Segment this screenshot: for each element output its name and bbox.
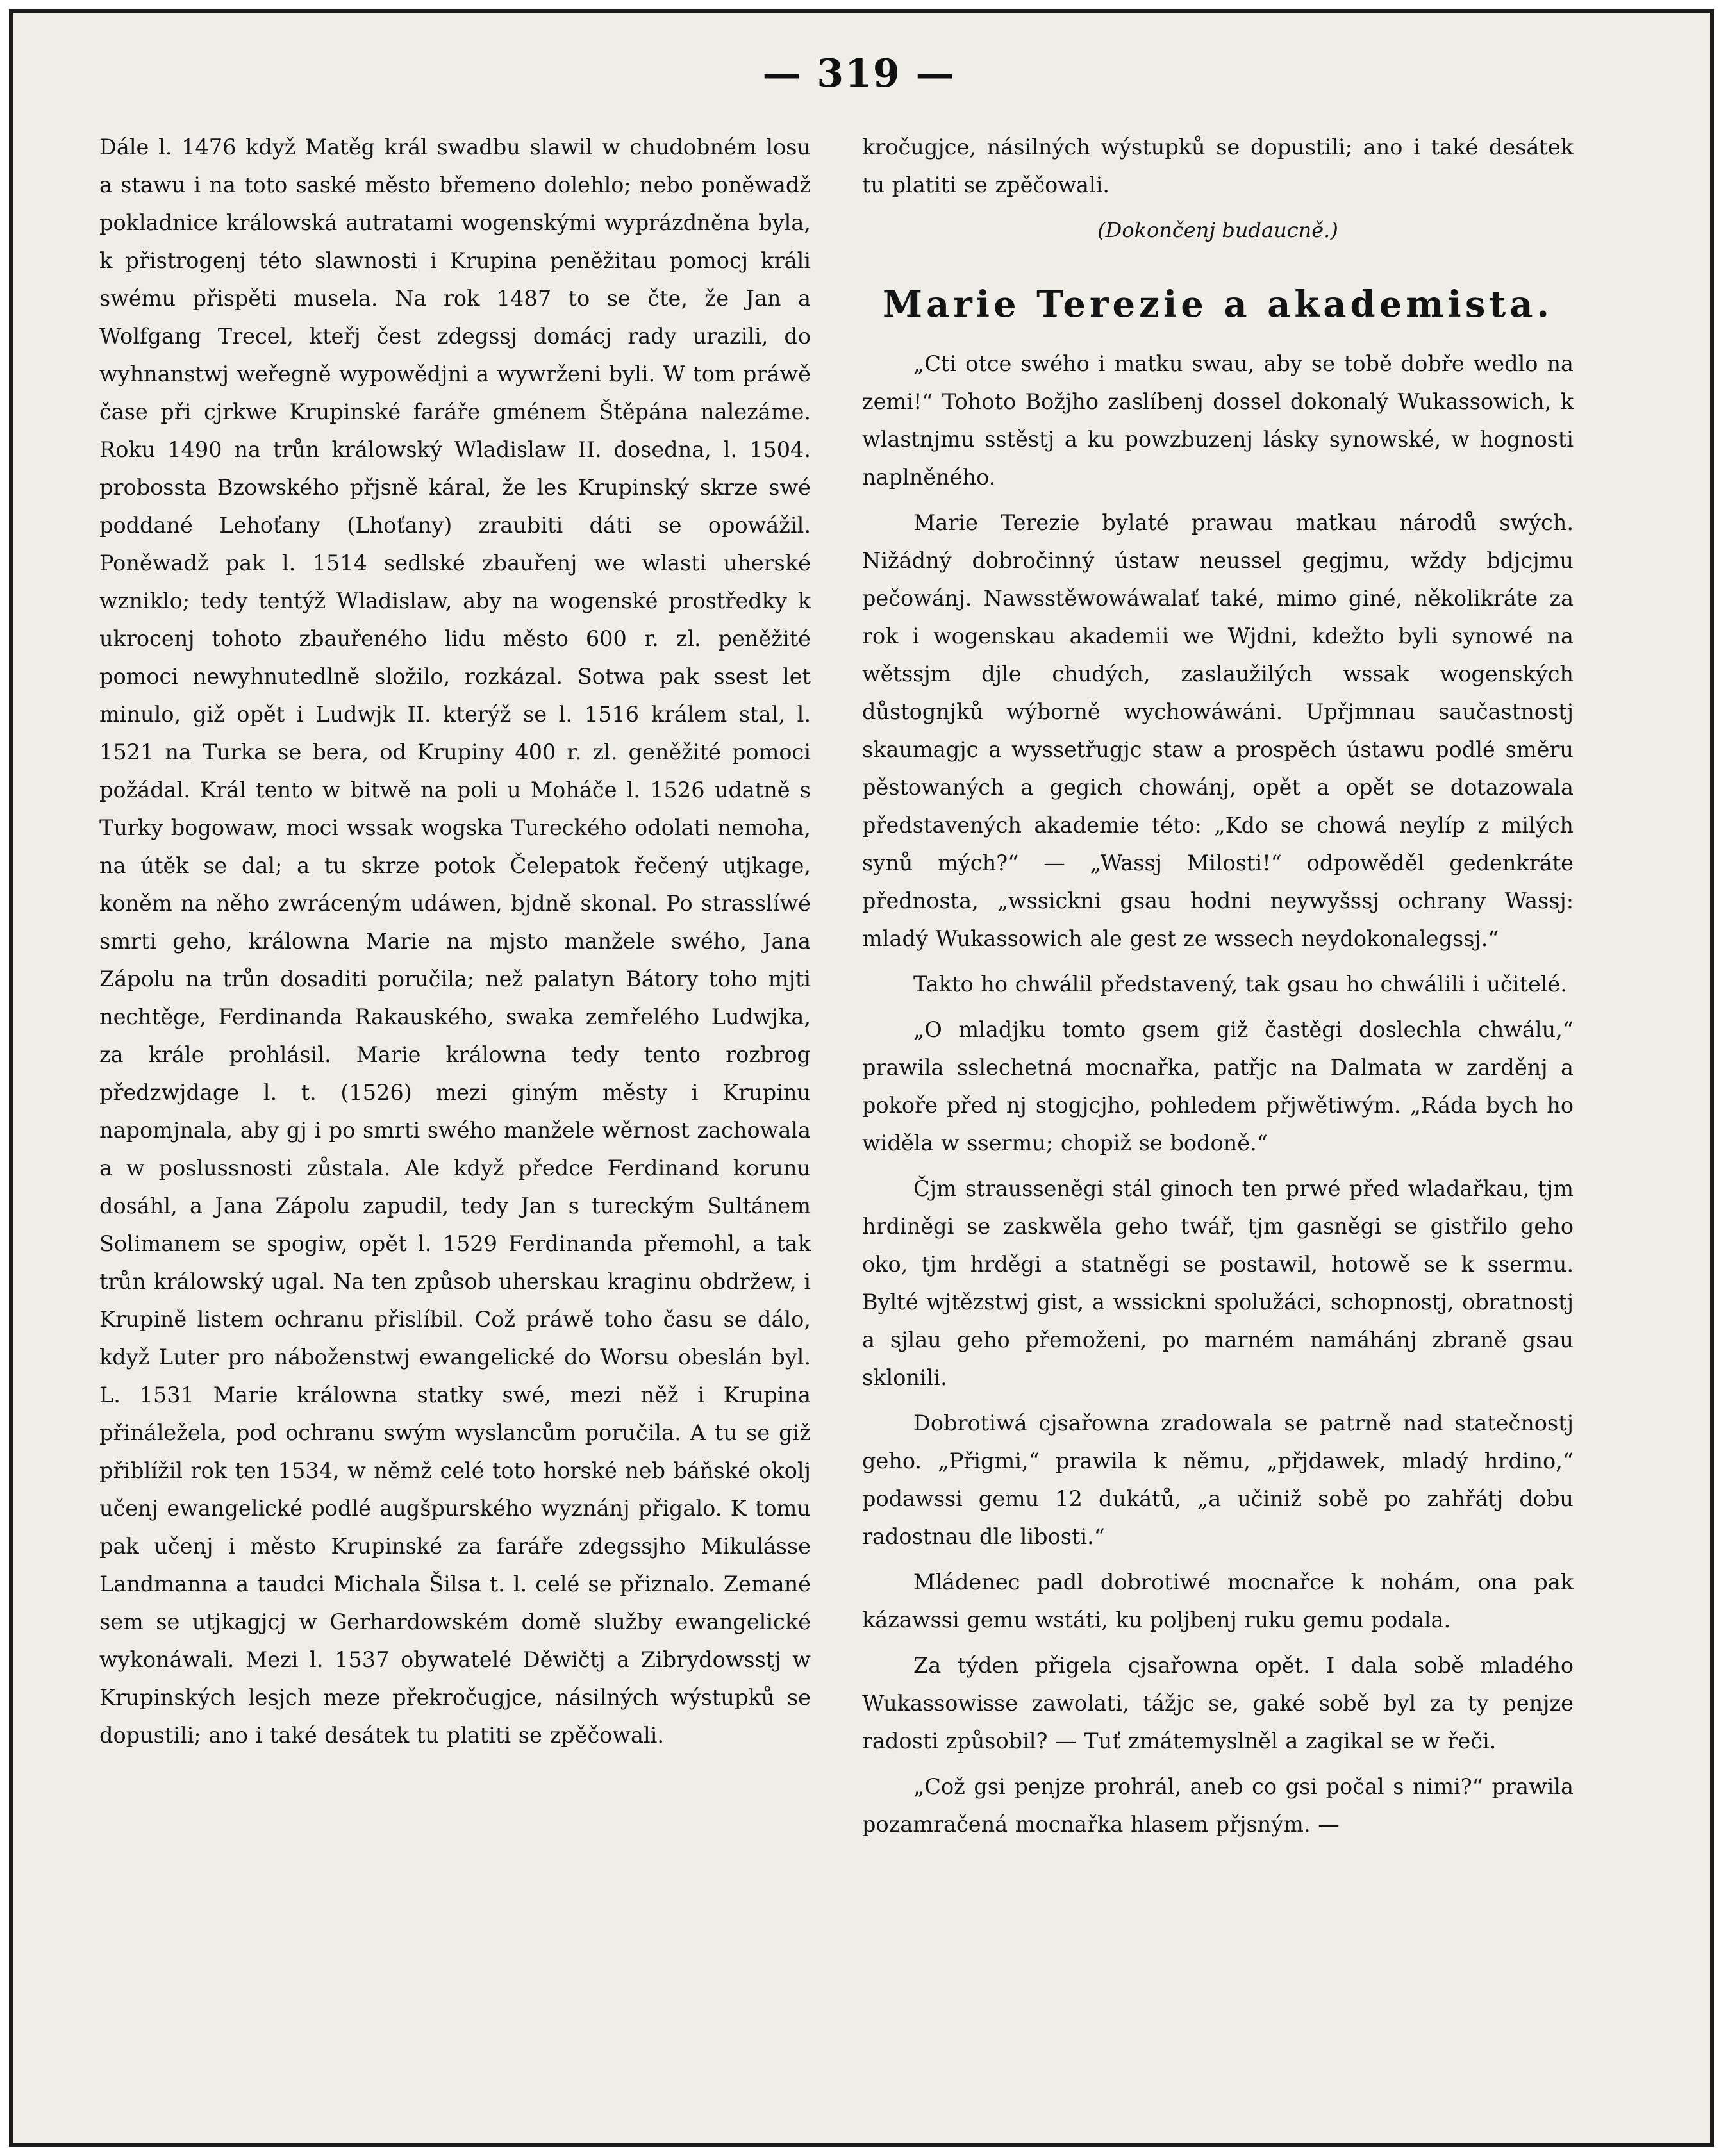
article-paragraph: Takto ho chwálil představený, tak gsau ho chwálili i učitelé. <box>913 972 1567 997</box>
article-paragraph: „Což gsi penjze prohrál, aneb co gsi počal s nimi?“ prawila pozamračená mocnařka hlasem přjsným. — <box>862 1774 1574 1837</box>
left-paragraph: Dále l. 1476 když Matěg král swadbu slawil w chudobném losu a stawu i na toto saské město břemeno dolehlo; nebo poněwadž pokladnice králowská autratami wogenskými wyprázdněna byla, k přistrogenj této slawnosti i Krupina peněžitau pomocj králi swému přispěti musela. Na rok 1487 to se čte, že Jan a Wolfgang Trecel, kteřj čest zdegssj domácj rady urazili, do wyhnanstwj weřegně wypowědjni a wywrženi byli. W tom práwě čase při cjrkwe Krupinské faráře gménem Štěpána nalezáme. Roku 1490 na trůn králowský Wladislaw II. dosedna, l. 1504. probossta Bzowského přjsně káral, že les Krupinský skrze swé poddané Lehoťany (Lhoťany) zraubiti dáti se opowážil. Poněwadž pak l. 1514 sedlské zbauřenj we wlasti uherské wzniklo; tedy tentýž Wladislaw, aby na wogenské prostředky k ukrocenj tohoto zbauřeného lidu město 600 r. zl. peněžité pomoci newyhnutedlně složilo, rozkázal. Sotwa pak ssest let minulo, giž opět i Ludwjk II. kterýž se l. 1516 králem stal, l. 1521 na Turka se bera, od Krupiny 400 r. zl. geněžité pomoci požádal. Král tento w bitwě na poli u Moháče l. 1526 udatně s Turky bogowaw, moci wssak wogska Tureckého odolati nemoha, na útěk se dal; a tu skrze potok Čelepatok řečený utjkage, koněm na něho zwráceným udáwen, bjdně skonal. Po strasslíwé smrti geho, králowna Marie na mjsto manžele swého, Jana Zápolu na trůn dosaditi poručila; než palatyn Bátory toho mjti nechtěge, Ferdinanda Rakauského, swaka zemřelého Ludwjka, za krále prohlásil. Marie králowna tedy tento rozbrog předzwjdage l. t. (1526) mezi giným městy i Krupinu napomjnala, aby gj i po smrti swého manžele wěrnost zachowala a w poslussnosti zůstala. Ale když předce Ferdinand korunu dosáhl, a Jana Zápolu zapudil, tedy Jan s tureckým Sultánem Solimanem se spogiw, opět l. 1529 Ferdinanda přemohl, a tak trůn králowský ugal. Na ten způsob uherskau kraginu obdržew, i Krupině listem ochranu přislíbil. Což práwě toho času se dálo, když Luter pro náboženstwj ewangelické do Worsu obeslán byl. L. 1531 Marie králowna statky swé, mezi něž i Krupina přináležela, pod ochranu swým wyslancům poručila. A tu se giž přiblížil rok ten 1534, w němž celé toto horské neb báňské okolj učenj ewangelické podlé augšpurského wyznánj přigalo. K tomu pak učenj i město Krupinské za faráře zdegssjho Mikulásse Landmanna a taudci Michala Šilsa t. l. celé se přiznalo. Zemané sem se utjkagjcj w Gerhardowském domě služby ewangelické wykonáwali. Mezi l. 1537 obywatelé Děwičtj a Zibrydowsstj w Krupinských lesjch meze překročugjce, násilných wýstupků se dopustili; ano i také desátek tu platiti se zpěčowali. <box>99 135 811 1748</box>
article-paragraph: Marie Terezie bylaté prawau matkau národů swých. Nižádný dobročinný ústaw neussel gegjmu, wždy bdjcjmu pečowánj. Nawsstěwowáwalať také, mimo giné, několikráte za rok i wogenskau akademii we Wjdni, kdežto byli synowé na wětssjm djle chudých, zaslaužilých wssak wogenských důstognjků wýborně wychowáwáni. Upřjmnau saučastnostj skaumagjc a wyssetřugjc staw a prospěch ústawu podlé směru pěstowaných a gegich chowánj, opět a opět se dotazowala představených akademie této: „Kdo se chowá neylíp z milých synů mých?“ — „Wassj Milosti!“ odpowěděl gedenkráte přednosta, „wssickni gsau hodni neywyšssj ochrany Wassj: mladý Wukassowich ale gest ze wssech neydokonalegssj.“ <box>862 510 1574 951</box>
right-column <box>862 128 1574 2115</box>
article-paragraph: „Cti otce swého i matku swau, aby se tobě dobře wedlo na zemi!“ Tohoto Božjho zaslíbenj dossel dokonalý Wukassowich, k wlastnjmu sstěstj a ku powzbuzenj lásky synowské, w hognosti naplněného. <box>862 351 1574 490</box>
article-paragraph: Mládenec padl dobrotiwé mocnařce k nohám, ona pak kázawssi gemu wstáti, ku poljbenj ruku gemu podala. <box>862 1570 1574 1632</box>
article-paragraph: „O mladjku tomto gsem giž častěgi doslechla chwálu,“ prawila sslechetná mocnařka, patřjc na Dalmata w zarděnj a pokoře před nj stogjcjho, pohledem přjwětiwým. „Ráda bych ho widěla w ssermu; chopiž se bodoně.“ <box>862 1017 1574 1156</box>
article-title: Marie Terezie a akademista. <box>882 283 1554 326</box>
article-paragraph: Čjm strausseněgi stál ginoch ten prwé před wladařkau, tjm hrdiněgi se zaskwěla geho twář, tjm gasněgi se gistřilo geho oko, tjm hrděgi a statněgi se postawil, hotowě se k ssermu. Bylté wjtězstwj gist, a wssickni spolužáci, schopnostj, obratnostj a sjlau geho přemoženi, po marném namáhánj zbraně gsau sklonili. <box>862 1176 1574 1390</box>
left-column <box>99 128 811 2115</box>
page-number: — 319 — <box>762 51 956 96</box>
article-paragraph: Za týden přigela cjsařowna opět. I dala sobě mladého Wukassowisse zawolati, tážjc se, gaké sobě byl za ty penjze radosti způsobil? — Tuť zmátemyslněl a zagikal se w řeči. <box>862 1653 1574 1754</box>
article-paragraph: Dobrotiwá cjsařowna zradowala se patrně nad statečnostj geho. „Přigmi,“ prawila k němu, „přjdawek, mladý hrdino,“ podawssi gemu 12 dukátů, „a učiniž sobě po zahřátj dobu radostnau dle libosti.“ <box>862 1411 1574 1549</box>
continued-note: (Dokončenj budaucně.) <box>1097 218 1338 242</box>
continuation-text: kročugjce, násilných wýstupků se dopustili; ano i také desátek tu platiti se zpěčowali. <box>862 135 1574 197</box>
